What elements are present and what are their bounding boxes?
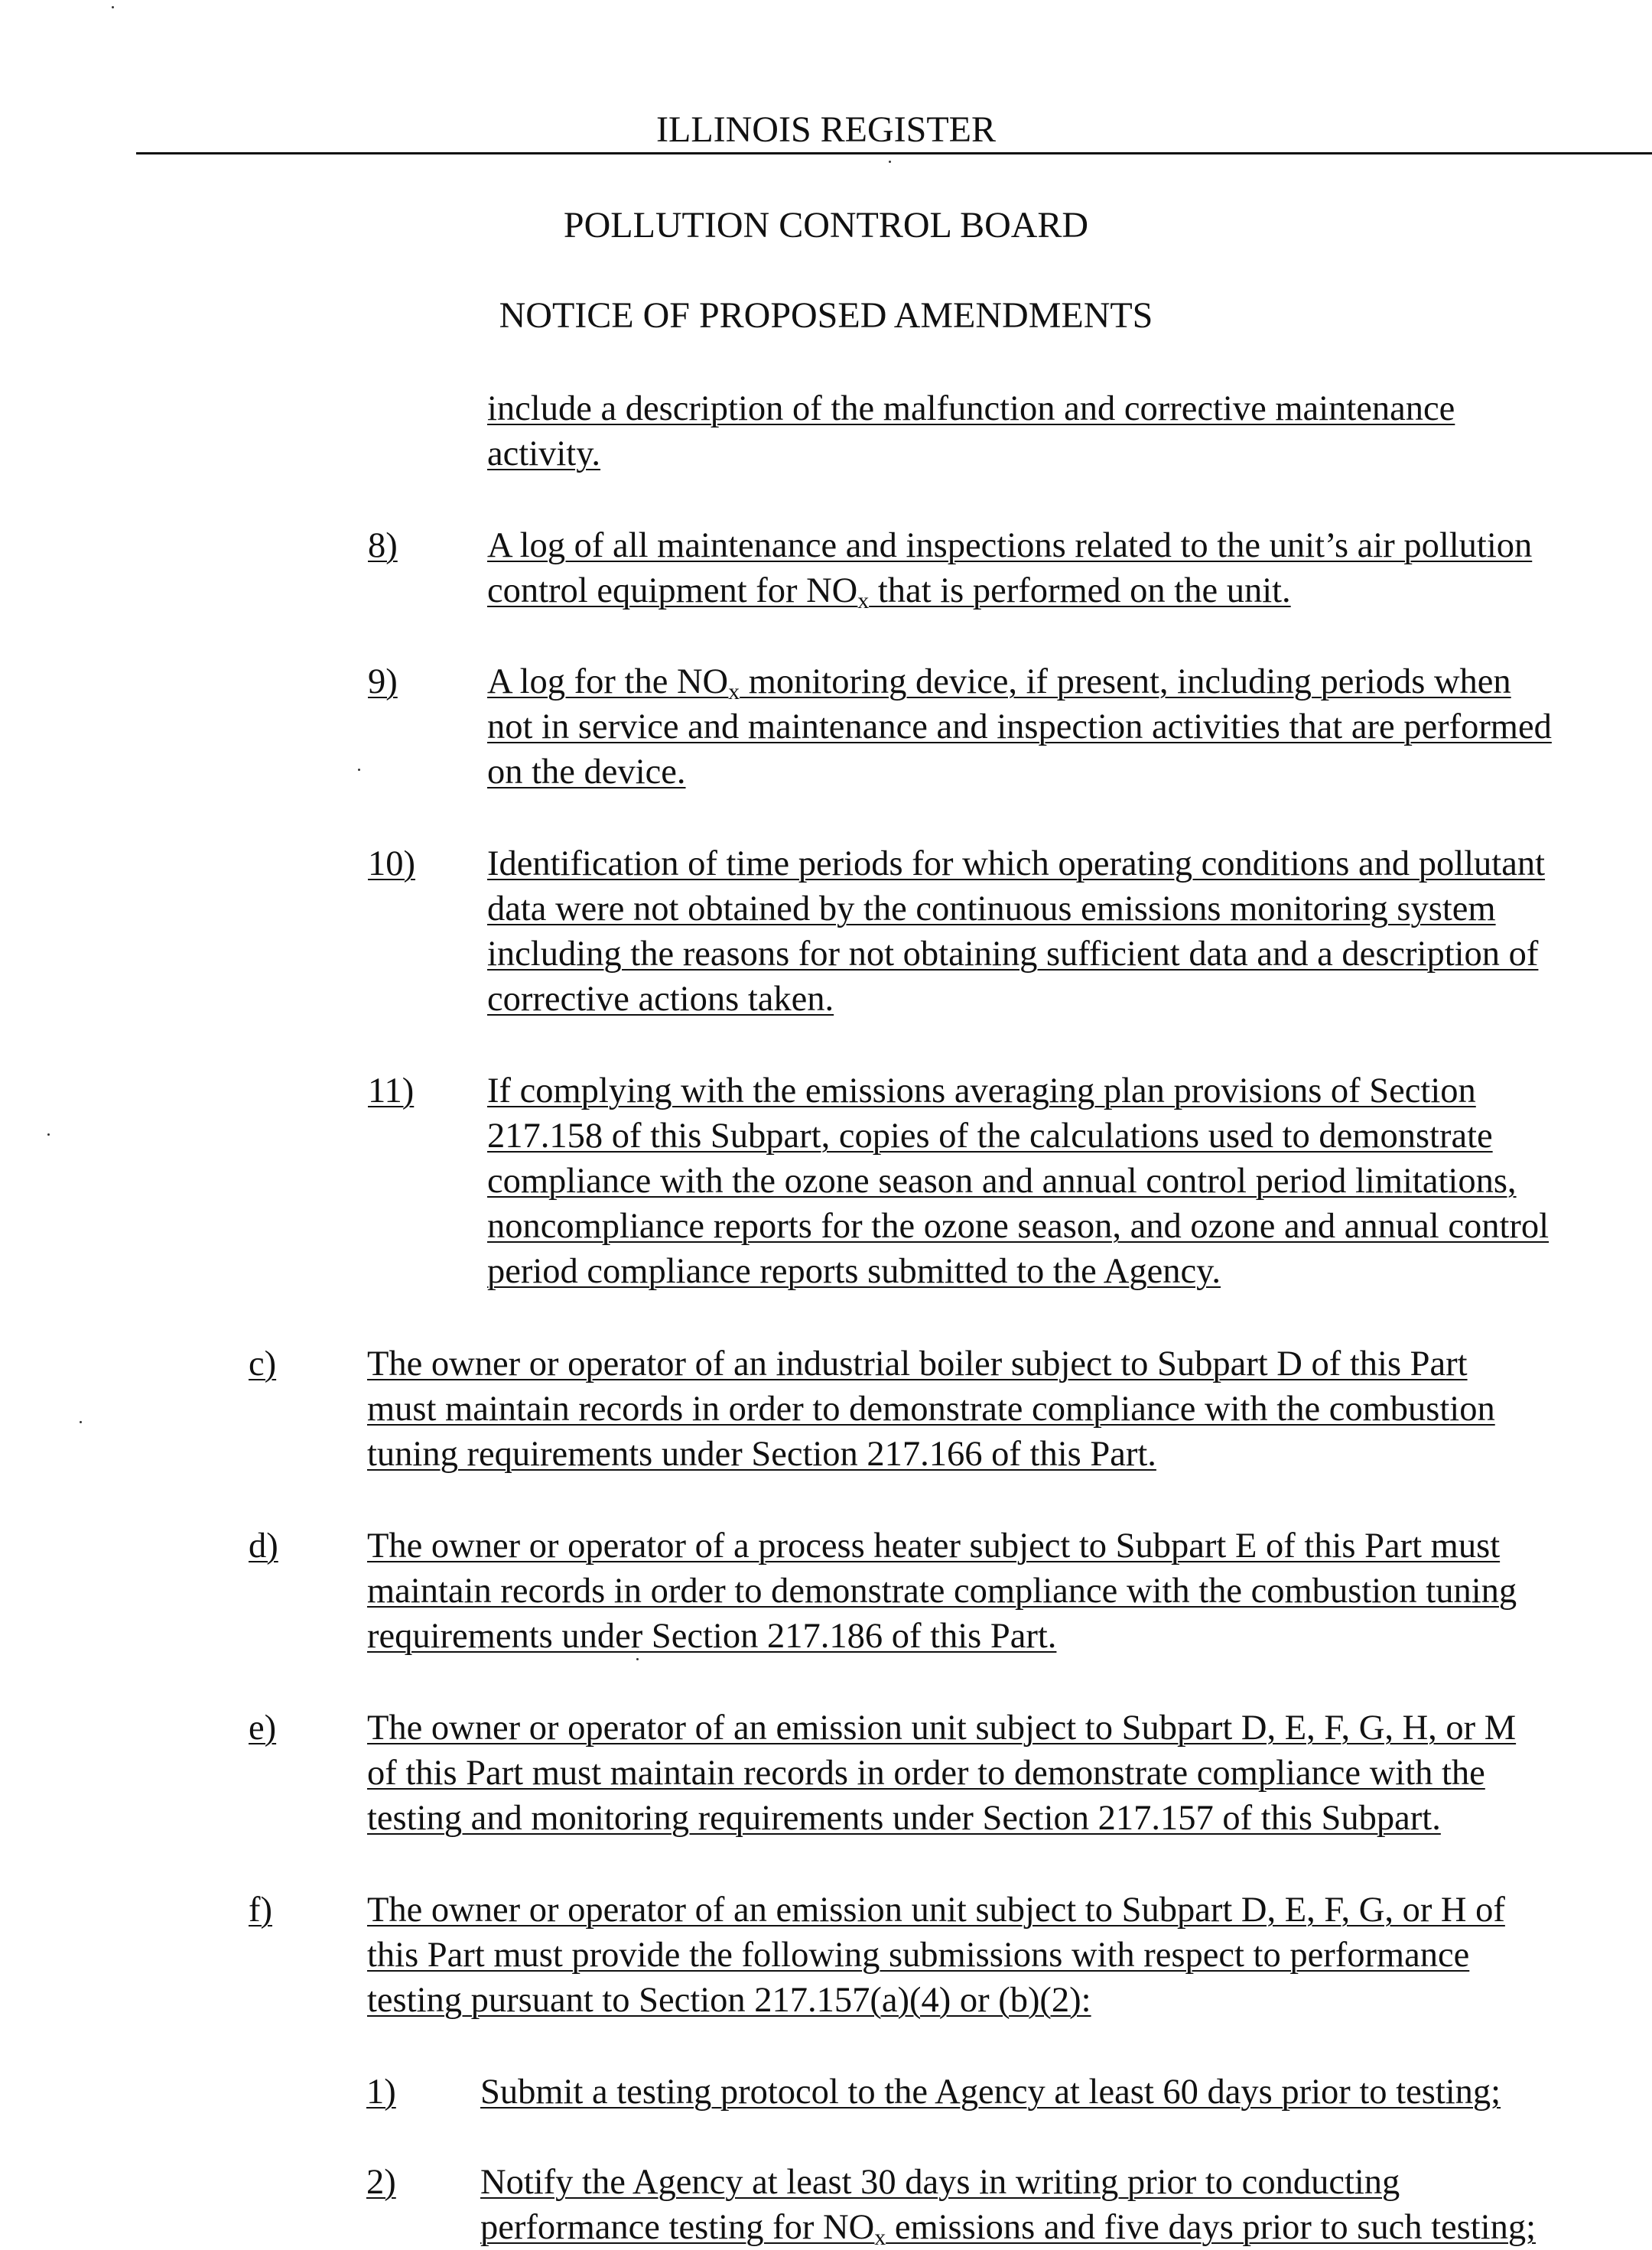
scan-speck [47, 1133, 50, 1136]
scan-speck [80, 1421, 82, 1423]
text-segment: A log for the NO [487, 662, 729, 701]
text-line: this Part must provide the following submissions with respect to performance [367, 1936, 1470, 1975]
text-line: The owner or operator of an emission unit subject to Subpart D, E, F, G, H, or M [367, 1709, 1517, 1748]
text-line [487, 568, 1532, 613]
text-line: maintain records in order to demonstrate compliance with the combustion tuning [367, 1572, 1517, 1611]
item-8-paragraph [487, 523, 1532, 613]
item-d-paragraph [367, 1523, 1517, 1659]
item-c-paragraph [367, 1341, 1495, 1477]
text-line: requirements under Section 217.186 of this Part. [367, 1617, 1057, 1656]
text-segment: that is performed on the unit. [869, 571, 1291, 610]
subscript: x [874, 2225, 886, 2250]
item-label-8: 8) [368, 526, 398, 565]
text-line: The owner or operator of a process heater subject to Subpart E of this Part must [367, 1527, 1501, 1566]
text-line: not in service and maintenance and inspection activities that are performed [487, 707, 1552, 746]
item-label-f2: 2) [366, 2163, 396, 2202]
subscript: x [857, 588, 870, 613]
scan-speck [636, 1658, 639, 1660]
text-line: A log of all maintenance and inspections related to the unit’s air pollution [487, 526, 1533, 565]
item-9-paragraph [487, 659, 1552, 795]
item-10-paragraph [487, 841, 1545, 1022]
text-line: Submit a testing protocol to the Agency at least 60 days prior to testing; [480, 2073, 1501, 2112]
text-line: 217.158 of this Subpart, copies of the calculations used to demonstrate [487, 1117, 1493, 1156]
text-line: including the reasons for not obtaining sufficient data and a description of [487, 935, 1539, 974]
item-label-d: d) [249, 1527, 278, 1566]
item-label-f1: 1) [366, 2073, 396, 2112]
board-heading: POLLUTION CONTROL BOARD [563, 205, 1089, 245]
text-line: The owner or operator of an industrial boiler subject to Subpart D of this Part [367, 1344, 1468, 1383]
text-line: period compliance reports submitted to the Agency. [487, 1252, 1221, 1291]
item-label-f: f) [249, 1891, 272, 1930]
text-line: activity. [487, 434, 601, 473]
item-label-c: c) [249, 1344, 277, 1383]
text-segment: control equipment for NO [487, 571, 858, 610]
item-label-10: 10) [368, 844, 415, 883]
text-line: If complying with the emissions averaging plan provisions of Section [487, 1071, 1476, 1110]
text-segment: performance testing for NO [480, 2208, 875, 2247]
text-line [487, 659, 1552, 704]
item-label-e: e) [249, 1709, 277, 1748]
text-segment: monitoring device, if present, including periods when [740, 662, 1511, 701]
text-line: compliance with the ozone season and annual control period limitations, [487, 1162, 1517, 1201]
item-f-paragraph [367, 1887, 1505, 2023]
item-e-paragraph [367, 1705, 1516, 1841]
item-f2-paragraph [480, 2160, 1536, 2250]
item-f1-paragraph [480, 2070, 1501, 2115]
text-line: of this Part must maintain records in order to demonstrate compliance with the [367, 1754, 1485, 1793]
text-line: include a description of the malfunction and corrective maintenance [487, 389, 1455, 428]
text-line [480, 2205, 1536, 2250]
text-line: data were not obtained by the continuous emissions monitoring system [487, 889, 1496, 928]
subscript: x [728, 679, 740, 704]
item-label-9: 9) [368, 662, 398, 701]
notice-heading: NOTICE OF PROPOSED AMENDMENTS [499, 295, 1153, 336]
text-line: testing pursuant to Section 217.157(a)(4) or (b)(2): [367, 1981, 1091, 2020]
register-title: ILLINOIS REGISTER [656, 109, 996, 150]
header-divider [136, 152, 1652, 154]
text-line: must maintain records in order to demonstrate compliance with the combustion [367, 1390, 1495, 1429]
text-line: on the device. [487, 753, 686, 792]
scan-speck [112, 6, 114, 8]
text-line: The owner or operator of an emission unit subject to Subpart D, E, F, G, or H of [367, 1891, 1505, 1930]
text-line: testing and monitoring requirements under Section 217.157 of this Subpart. [367, 1799, 1441, 1838]
text-line: corrective actions taken. [487, 980, 834, 1019]
text-line: tuning requirements under Section 217.166 of this Part. [367, 1435, 1156, 1474]
scan-speck [889, 161, 891, 163]
continuation-paragraph [487, 386, 1455, 476]
text-segment: emissions and five days prior to such testing; [886, 2208, 1536, 2247]
text-line: noncompliance reports for the ozone season, and ozone and annual control [487, 1207, 1550, 1246]
item-11-paragraph [487, 1068, 1549, 1294]
item-label-11: 11) [368, 1071, 415, 1110]
text-line: Notify the Agency at least 30 days in writing prior to conducting [480, 2163, 1400, 2202]
scan-speck [358, 769, 360, 771]
text-line: Identification of time periods for which operating conditions and pollutant [487, 844, 1546, 883]
